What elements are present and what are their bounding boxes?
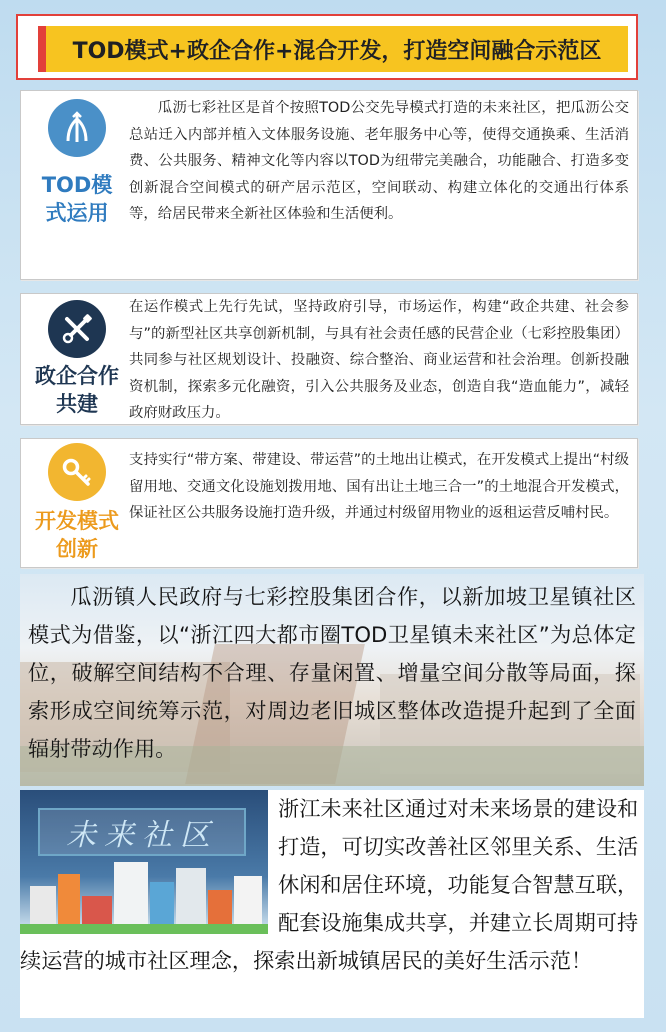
tools-icon bbox=[48, 300, 106, 358]
card-label: TOD模式运用 bbox=[41, 173, 113, 225]
card-tod bbox=[20, 90, 638, 280]
closing-paragraph: 浙江未来社区通过对未来场景的建设和打造，可切实改善社区邻里关系、生活休闲和居住环境，功能复合智慧互联，配套设施集成共享，并建立长周期可持续运营的城市社区理念，探索出新城镇居民的美好生活示范！ bbox=[20, 796, 639, 973]
closing-paragraph-wrap bbox=[20, 790, 644, 1018]
card-text: 支持实行“带方案、带建设、带运营”的土地出让模式，在开发模式上提出“村级留用地、交通文化设施划拨用地、国有出让土地三合一”的土地混合开发模式，保证社区公共服务设施打造升级，并通过村级留用物业的返租运营反哺村民。 bbox=[129, 452, 629, 522]
card-text: 在运作模式上先行先试，坚持政府引导，市场运作，构建“政企共建、社会参与”的新型社区共享创新机制，与具有社会责任感的民营企业（七彩控股集团）共同参与社区规划设计、投融资、综合整治、商业运营和社会治理。创新投融资机制，探索多元化融资，引入公共服务及业态，创造自我“造血能力”，减轻政府财政压力。 bbox=[129, 299, 629, 422]
page-title: TOD模式+政企合作+混合开发，打造空间融合示范区 bbox=[38, 26, 628, 72]
future-community-section bbox=[20, 790, 644, 1018]
intro-paragraph: 瓜沥镇人民政府与七彩控股集团合作，以新加坡卫星镇社区模式为借鉴，以“浙江四大都市圈TOD卫星镇未来社区”为总体定位，破解空间结构不合理、存量闲置、增量空间分散等局面，探索形成空间统筹示范，对周边老旧城区整体改造提升起到了全面辐射带动作用。 bbox=[28, 584, 636, 761]
card-label: 开发模式创新 bbox=[35, 509, 119, 561]
tod-icon bbox=[48, 99, 106, 157]
card-cooperation bbox=[20, 293, 638, 425]
key-icon bbox=[48, 443, 106, 501]
card-development bbox=[20, 438, 638, 568]
card-label: 政企合作共建 bbox=[35, 364, 119, 416]
future-community-sign: 未来社区 bbox=[38, 808, 246, 856]
community-photo bbox=[20, 574, 644, 786]
card-text: 瓜沥七彩社区是首个按照TOD公交先导模式打造的未来社区，把瓜沥公交总站迁入内部并植入文体服务设施、老年服务中心等，使得交通换乘、生活消费、公共服务、精神文化等内容以TOD为纽带完美融合，功能融合、打造多变创新混合空间模式的研产居示范区，空间联动、构建立体化的交通出行体系等，给居民带来全新社区体验和生活便利。 bbox=[129, 100, 629, 223]
